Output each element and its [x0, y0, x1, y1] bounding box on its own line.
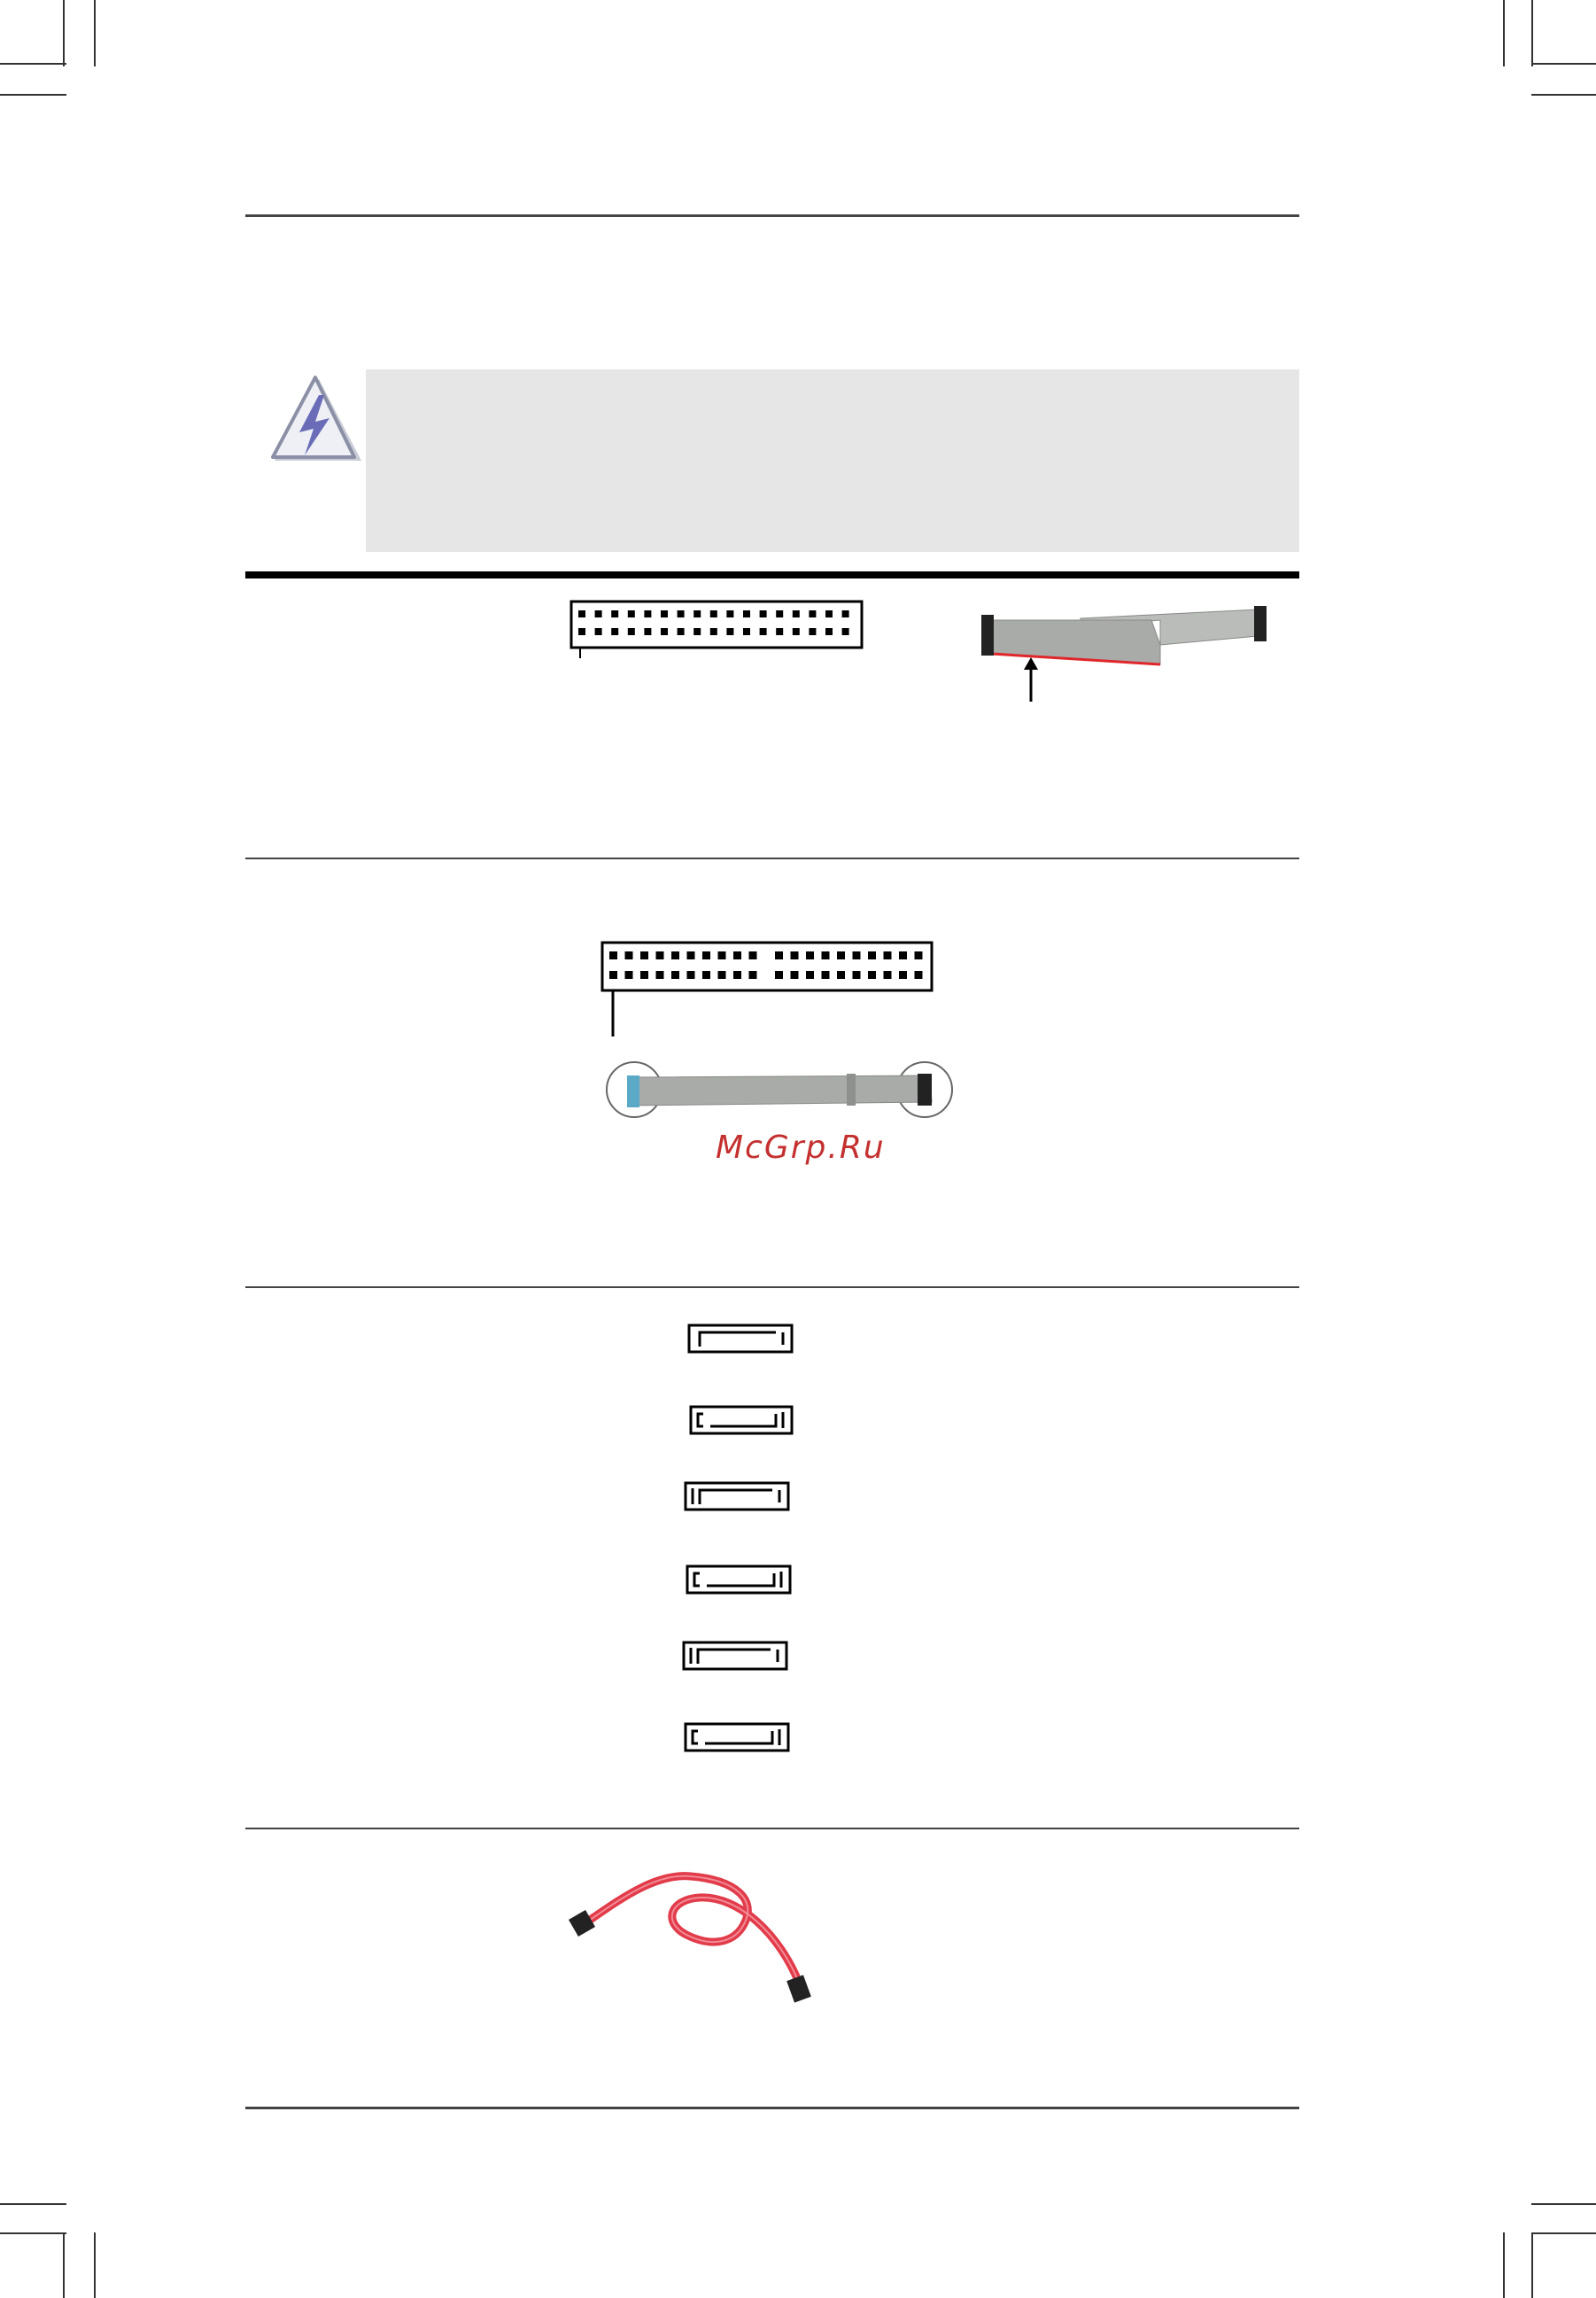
crop-mark-top-left-v2 [94, 0, 96, 66]
section-rule-thick [245, 571, 1299, 578]
ide-connector-diagram [600, 941, 935, 1038]
connector-pin [656, 971, 664, 979]
caution-icon-wrap [266, 372, 365, 470]
connector-pin [710, 610, 717, 617]
connector-pin [628, 610, 635, 617]
sata-connector-3 [684, 1481, 790, 1511]
crop-mark-bottom-left-h2 [0, 2232, 66, 2234]
connector-pin [625, 971, 633, 979]
connector-pin [644, 610, 651, 617]
connector-pin [915, 951, 923, 959]
connector-pin [687, 971, 695, 979]
connector-pin [776, 610, 783, 617]
connector-pin [702, 951, 710, 959]
connector-pin [760, 610, 767, 617]
connector-pin [671, 971, 679, 979]
connector-pin [837, 971, 845, 979]
section-rule-ide [245, 858, 1299, 859]
connector-pin [678, 628, 685, 635]
floppy-ribbon-cable-image [974, 594, 1280, 709]
connector-pin [687, 951, 695, 959]
connector-pin [726, 610, 733, 617]
header-rule [245, 214, 1299, 217]
sata-connector-6 [684, 1722, 790, 1752]
connector-pin [661, 628, 668, 635]
connector-pin [671, 951, 679, 959]
caution-box [366, 369, 1299, 552]
connector-pin [806, 951, 814, 959]
section-rule-sata [245, 1286, 1299, 1288]
connector-pin [791, 971, 799, 979]
connector-pin [628, 628, 635, 635]
connector-pin [775, 951, 783, 959]
crop-mark-top-left-h2 [0, 94, 66, 96]
connector-pin [899, 971, 907, 979]
crop-mark-bottom-left-h [0, 2203, 66, 2205]
connector-pin [822, 951, 830, 959]
section-rule-sata-cable [245, 1828, 1299, 1829]
connector-pin [809, 628, 816, 635]
warning-triangle-lightning-icon [266, 372, 365, 470]
connector-pin [868, 951, 876, 959]
connector-pin [809, 610, 816, 617]
connector-pin [661, 610, 668, 617]
connector-pin [743, 628, 750, 635]
crop-mark-top-right-h2 [1531, 94, 1596, 96]
crop-mark-top-right-h [1531, 63, 1596, 65]
footer-rule [245, 2107, 1299, 2109]
connector-pin [837, 951, 845, 959]
connector-pin [743, 610, 750, 617]
connector-pin [693, 610, 701, 617]
crop-mark-top-left-h [0, 63, 66, 65]
connector-pin [609, 951, 617, 959]
connector-pin [825, 628, 833, 635]
connector-pin [578, 610, 585, 617]
connector-pin [825, 610, 833, 617]
connector-pin [625, 951, 633, 959]
crop-mark-bottom-left-v2 [94, 2232, 96, 2298]
connector-pin [693, 628, 701, 635]
connector-pin [842, 628, 849, 635]
sata-connector-4 [686, 1564, 792, 1595]
floppy-connector-diagram [569, 600, 864, 660]
connector-pin [749, 951, 757, 959]
connector-pin [611, 610, 618, 617]
connector-pin [656, 951, 664, 959]
connector-pin [776, 628, 783, 635]
connector-pin [718, 951, 726, 959]
sata-cable-image [567, 1864, 833, 2006]
crop-mark-top-right-v [1503, 0, 1505, 66]
connector-pin [710, 628, 717, 635]
connector-pin [868, 971, 876, 979]
crop-mark-bottom-right-h2 [1531, 2232, 1596, 2234]
connector-pin [760, 628, 767, 635]
connector-pin [678, 610, 685, 617]
connector-pin [884, 951, 892, 959]
connector-pin [609, 971, 617, 979]
crop-mark-bottom-left-v [63, 2232, 65, 2298]
crop-mark-top-right-v2 [1531, 0, 1533, 66]
connector-pin [611, 628, 618, 635]
connector-pin [718, 971, 726, 979]
connector-pin [733, 971, 741, 979]
connector-pin [775, 971, 783, 979]
connector-pin [884, 971, 892, 979]
connector-pin [842, 610, 849, 617]
connector-pin [822, 971, 830, 979]
crop-mark-top-left-v [63, 0, 65, 66]
connector-pin [578, 628, 585, 635]
connector-pin [806, 971, 814, 979]
connector-pin [702, 971, 710, 979]
connector-pin [791, 951, 799, 959]
watermark-text: McGrp.Ru [716, 1130, 886, 1166]
sata-connector-1 [687, 1324, 794, 1354]
connector-pin [853, 971, 861, 979]
connector-pin [640, 971, 648, 979]
connector-pin [793, 628, 800, 635]
connector-pin [595, 610, 602, 617]
connector-pin [915, 971, 923, 979]
crop-mark-bottom-right-v2 [1531, 2232, 1533, 2298]
connector-pin [726, 628, 733, 635]
connector-pin [733, 951, 741, 959]
connector-pin [595, 628, 602, 635]
sata-connector-2 [689, 1405, 794, 1435]
crop-mark-bottom-right-h [1531, 2203, 1596, 2205]
connector-pin [640, 951, 648, 959]
connector-pin [749, 971, 757, 979]
ide-ribbon-cable-image [602, 1056, 957, 1125]
sata-connector-5 [682, 1641, 788, 1671]
connector-pin [793, 610, 800, 617]
connector-pin [899, 951, 907, 959]
connector-pin [853, 951, 861, 959]
crop-mark-bottom-right-v [1503, 2232, 1505, 2298]
connector-pin [644, 628, 651, 635]
